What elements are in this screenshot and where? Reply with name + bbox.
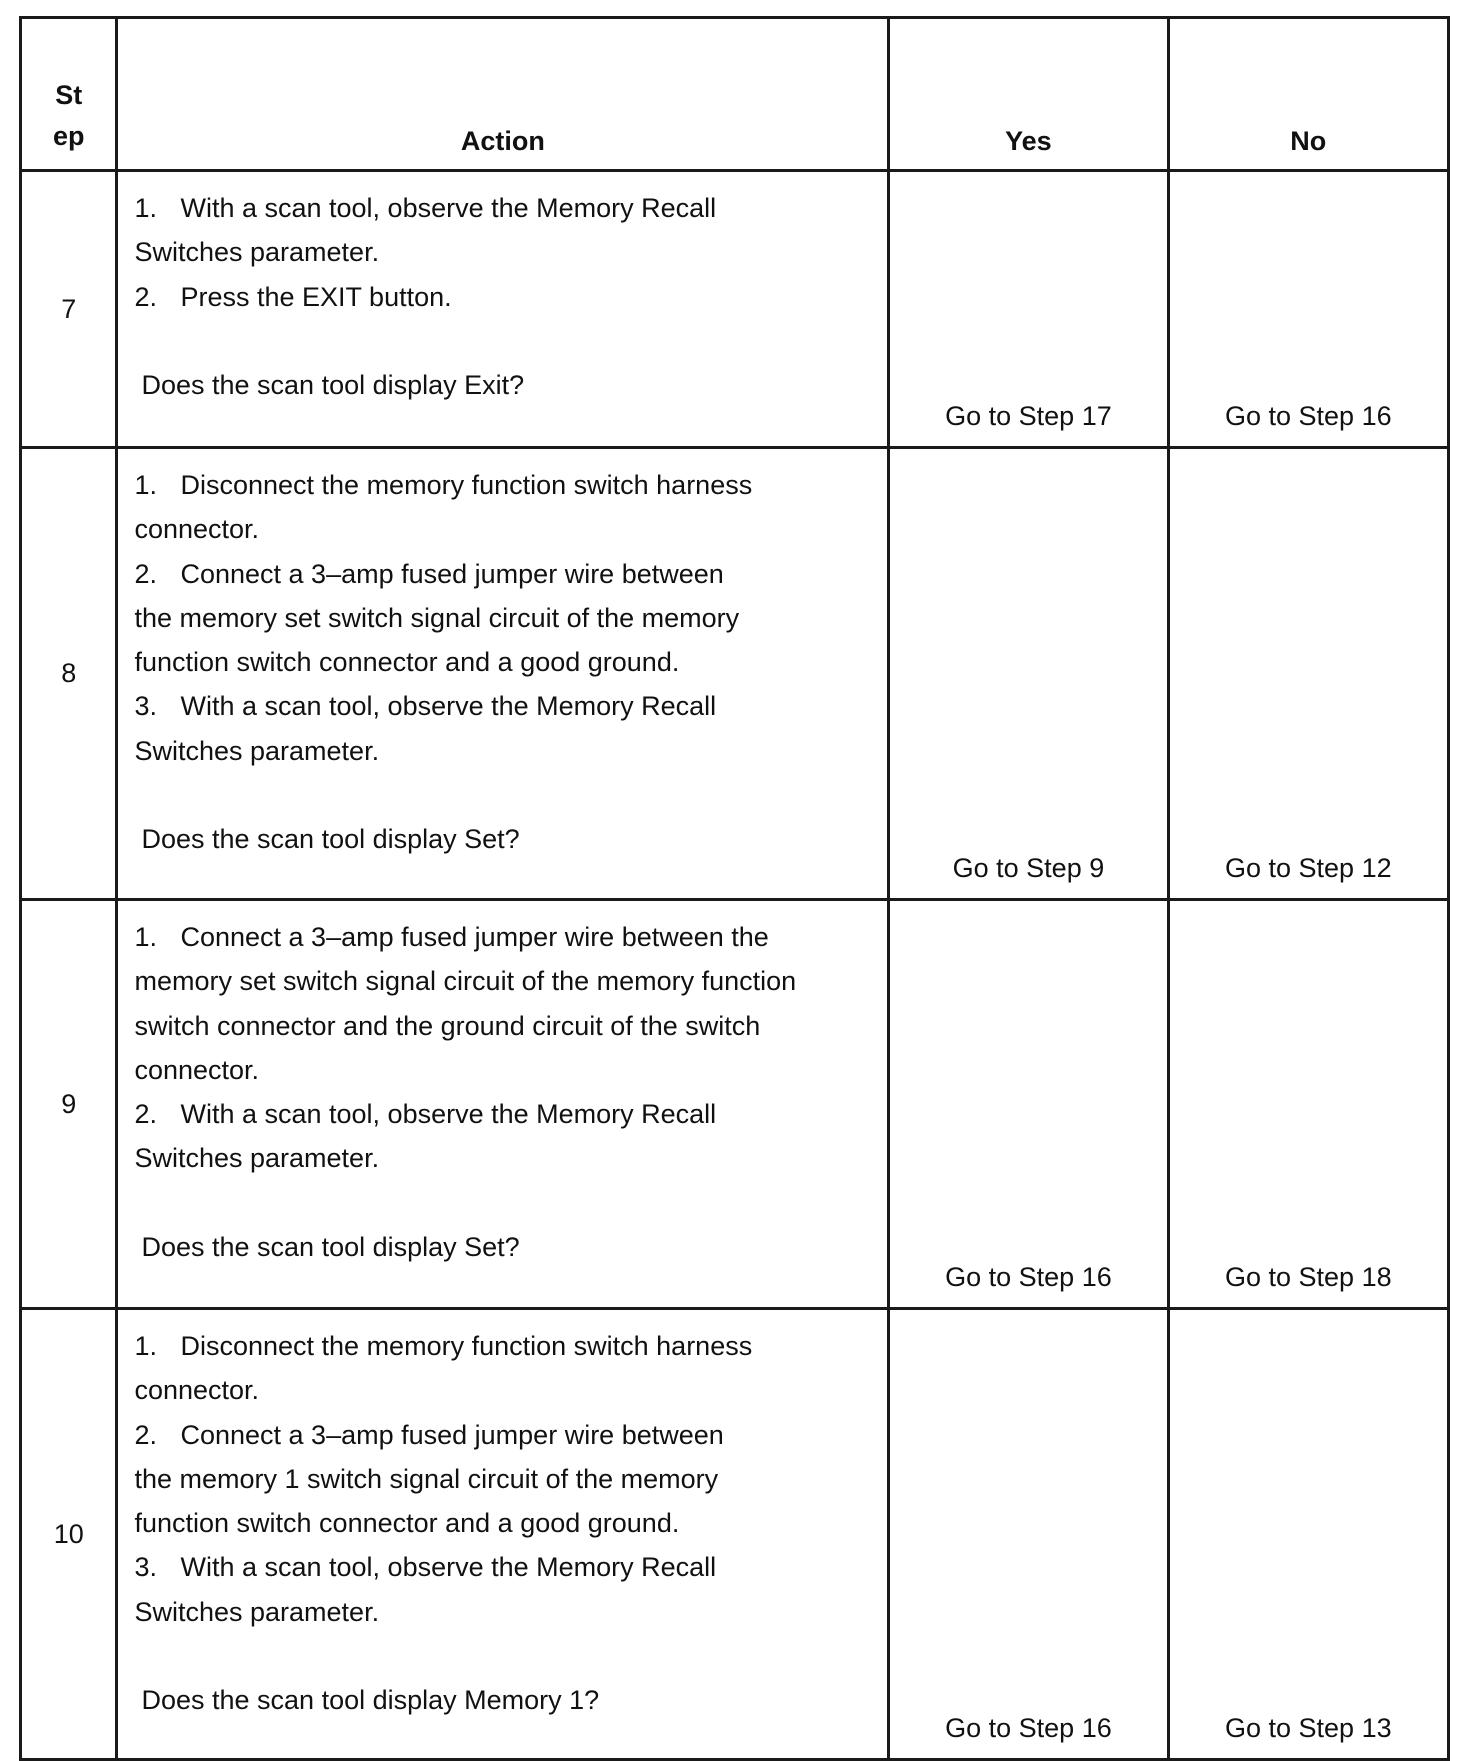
header-step-line2: ep (52, 121, 85, 151)
action-line-number: 2. (134, 281, 157, 312)
action-line (134, 1136, 877, 1180)
action-line (134, 1092, 877, 1136)
action-line (134, 1457, 877, 1501)
action-line (134, 1413, 877, 1457)
action-line (134, 1324, 877, 1368)
action-line-text: connector. (134, 1375, 260, 1406)
action-line-text: function switch connector and a good ground. (134, 647, 680, 678)
action-question: Does the scan tool display Exit? (141, 370, 525, 401)
action-cell (117, 171, 889, 448)
action-line (134, 230, 877, 274)
action-line (134, 729, 877, 773)
step-number: 9 (21, 900, 117, 1309)
action-line-text: With a scan tool, observe the Memory Recall (180, 1552, 717, 1583)
header-row (21, 18, 1449, 171)
no-cell: Go to Step 18 (1168, 900, 1448, 1309)
action-cell (117, 1309, 889, 1760)
action-line-text: connector. (134, 1054, 260, 1085)
action-line (134, 275, 877, 319)
action-line (134, 1048, 877, 1092)
action-line (134, 1368, 877, 1412)
table-row (21, 900, 1449, 1309)
no-cell: Go to Step 16 (1168, 171, 1448, 448)
action-line (134, 1545, 877, 1589)
action-line-text: function switch connector and a good ground. (134, 1508, 680, 1539)
action-line-number: 1. (134, 193, 157, 223)
action-line (134, 507, 877, 551)
action-line-text: Switches parameter. (134, 1143, 380, 1174)
header-yes: Yes (889, 18, 1168, 171)
action-line-text: With a scan tool, observe the Memory Recall (180, 691, 717, 722)
action-line-text: Disconnect the memory function switch harness (180, 470, 753, 500)
action-question: Does the scan tool display Memory 1? (141, 1685, 600, 1716)
yes-cell: Go to Step 16 (889, 1309, 1168, 1760)
action-line-text: connector. (134, 514, 260, 545)
action-line-text: the memory 1 switch signal circuit of the memory (134, 1463, 719, 1494)
action-line (134, 463, 877, 507)
yes-cell: Go to Step 16 (889, 900, 1168, 1309)
action-line-text: Switches parameter. (134, 237, 380, 268)
action-question: Does the scan tool display Set? (141, 1232, 520, 1263)
action-line (134, 640, 877, 684)
action-line (134, 959, 877, 1003)
header-step (21, 18, 117, 171)
action-question: Does the scan tool display Set? (141, 824, 520, 855)
table-row (21, 1309, 1449, 1760)
no-cell: Go to Step 12 (1168, 448, 1448, 900)
action-cell (117, 448, 889, 900)
action-line-text: Switches parameter. (134, 1596, 380, 1627)
action-line (134, 915, 877, 959)
action-line (134, 1590, 877, 1634)
step-number: 8 (21, 448, 117, 900)
action-line (134, 1004, 877, 1048)
diagnostic-table (19, 16, 1450, 1761)
action-line-number: 2. (134, 1419, 157, 1450)
step-number: 7 (21, 171, 117, 448)
no-cell: Go to Step 13 (1168, 1309, 1448, 1760)
action-line-text: Switches parameter. (134, 735, 380, 766)
action-line-text: Connect a 3–amp fused jumper wire between (180, 1419, 724, 1450)
header-action: Action (117, 18, 889, 171)
table-row (21, 171, 1449, 448)
action-line-number: 3. (134, 1552, 157, 1583)
action-line-text: memory set switch signal circuit of the memory function (134, 966, 797, 997)
action-line (134, 596, 877, 640)
yes-cell: Go to Step 9 (889, 448, 1168, 900)
action-cell (117, 900, 889, 1309)
action-line (134, 552, 877, 596)
header-step-line1: St (55, 80, 83, 110)
action-line-number: 1. (134, 922, 157, 952)
header-no: No (1168, 18, 1448, 171)
action-line-number: 3. (134, 691, 157, 722)
action-line-text: Connect a 3–amp fused jumper wire between (180, 558, 724, 589)
step-number: 10 (21, 1309, 117, 1760)
action-line (134, 1501, 877, 1545)
yes-cell: Go to Step 17 (889, 171, 1168, 448)
action-line (134, 684, 877, 728)
action-line-text: Disconnect the memory function switch harness (180, 1331, 753, 1361)
action-line (134, 186, 877, 230)
action-line-text: With a scan tool, observe the Memory Recall (180, 1099, 717, 1130)
action-line-number: 1. (134, 470, 157, 500)
action-line-text: the memory set switch signal circuit of the memory (134, 602, 740, 633)
action-line-number: 2. (134, 1099, 157, 1130)
table-row (21, 448, 1449, 900)
action-line-text: With a scan tool, observe the Memory Recall (180, 193, 717, 223)
action-line-number: 2. (134, 558, 157, 589)
action-line-number: 1. (134, 1331, 157, 1361)
action-line-text: Press the EXIT button. (180, 281, 452, 312)
action-line-text: switch connector and the ground circuit of the switch (134, 1010, 761, 1041)
action-line-text: Connect a 3–amp fused jumper wire between the (180, 922, 769, 952)
